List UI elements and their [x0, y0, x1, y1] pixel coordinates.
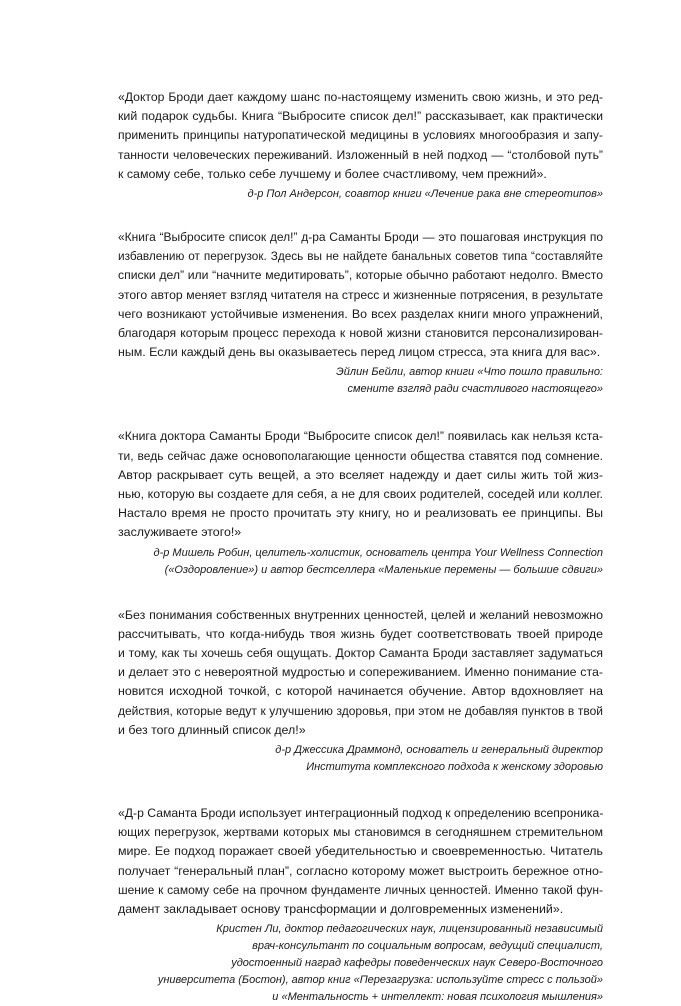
review-author [118, 186, 603, 203]
author-line: д-р Мишель Робин, целитель-холистик, основатель центра Your Wellness Connection [153, 546, 603, 559]
quote-line: чего возникают устойчивые изменения. Во всех разделах книги много упражнений, [118, 306, 603, 321]
quote-line: получает “генеральный план”, согласно которому может выстроить бережное отно- [118, 863, 603, 878]
quote-line: дамент закладывает основу трансформации и долговременных изменений». [118, 902, 564, 917]
quote-line: нью, которую вы создаете для себя, а не для своих родителей, соседей или коллег. [118, 487, 603, 502]
author-line: («Оздоровление») и автор бестселлера «Маленькие перемены — большие сдвиги» [164, 563, 603, 576]
quote-line: мире. Ее подход поражает своей убедительностью и своевременностью. Читатель [118, 844, 603, 859]
quote-line: ти, ведь сейчас даже основополагающие ценности общества ставятся под сомнение. [118, 448, 603, 463]
author-line: Кристен Ли, доктор педагогических наук, лицензированный независимый [216, 923, 603, 936]
review-quote [118, 606, 603, 740]
review-kristen-lee [118, 804, 603, 1006]
quote-line: «Д-р Саманта Броди использует интеграционный подход к определению всепроника- [118, 806, 604, 821]
quote-line: рассчитывать, что когда-нибудь твоя жизнь будет соответствовать твоей природе [118, 626, 603, 641]
quote-line: к самому себе, только себе лучшему и более счастливому, чем прежний». [118, 166, 547, 181]
quote-line: новится исходной точкой, с которой начинается обучение. Автор вдохновляет на [118, 684, 603, 699]
review-michelle-robin [118, 427, 603, 578]
author-line: и «Ментальность + интеллект: новая психология мышления» [272, 991, 603, 1004]
review-author [118, 742, 603, 776]
author-line: Института комплексного подхода к женскому здоровью [306, 761, 603, 774]
quote-line: Автор раскрывает суть вещей, а это вселяет надежду и дает силы жить той жиз- [118, 467, 603, 482]
review-quote [118, 228, 603, 362]
author-line: Эйлин Бейли, автор книги «Что пошло правильно: [336, 366, 603, 379]
quote-line: шение к самому себе на прочном фундаменте личных ценностей. Именно такой фун- [118, 882, 603, 897]
review-author [118, 545, 603, 579]
review-quote [118, 88, 603, 184]
author-line: университета (Бостон), автор книг «Перезагрузка: используйте стресс с пользой» [157, 974, 603, 987]
review-author [118, 921, 603, 1006]
quote-line: «Книга доктора Саманты Броди “Выбросите список дел!” появилась как нельзя кста- [118, 429, 603, 444]
author-line: д-р Пол Андерсон, соавтор книги «Лечение рака вне стереотипов» [247, 188, 603, 201]
quote-line: списки дел” или “начните медитировать”, которые обычно работают недолго. Вместо [118, 268, 603, 283]
quote-line: заслуживаете этого!» [118, 525, 242, 540]
quote-line: танности человеческих переживаний. Изложенный в ней подход — “столбовой путь” [118, 147, 603, 162]
quote-line: применить принципы натуропатической медицины в условиях многообразия и запу- [118, 128, 603, 143]
quote-line: «Без понимания собственных внутренних ценностей, целей и желаний невозможно [118, 607, 603, 622]
quote-line: ным. Если каждый день вы оказываетесь перед лицом стресса, эта книга для вас». [118, 345, 601, 360]
quote-line: «Книга “Выбросите список дел!” д-ра Саманты Броди — это пошаговая инструкция по [118, 230, 603, 245]
author-line: врач-консультант по социальным вопросам, ведущий специалист, [252, 940, 603, 953]
quote-line: «Доктор Броди дает каждому шанс по-настоящему изменить свою жизнь, и это ред- [118, 90, 603, 104]
author-line: удостоенный наград кафедры поведенческих наук Северо-Восточного [231, 957, 603, 970]
author-line: смените взгляд ради счастливого настоящего» [347, 383, 603, 396]
quote-line: кий подарок судьбы. Книга “Выбросите список дел!” рассказывает, как практически [118, 109, 603, 124]
quote-line: действия, которые ведут к улучшению здоровья, при этом не добавляя пунктов в твой [118, 703, 603, 718]
review-quote [118, 427, 603, 542]
endorsements-page [118, 88, 603, 1006]
review-eileen-bailey [118, 228, 603, 398]
quote-line: и без того длинный список дел!» [118, 722, 306, 737]
review-quote [118, 804, 603, 919]
quote-line: ющих перегрузок, жертвами которых мы становимся в сегодняшнем стремительном [118, 825, 603, 840]
review-jessica-drummond [118, 606, 603, 776]
quote-line: и тому, как ты хочешь себя ощущать. Доктор Саманта Броди заставляет задуматься [118, 646, 603, 661]
quote-line: благодаря которым процесс перехода к новой жизни становится персонализирован- [118, 326, 603, 341]
quote-line: этого автор меняет взгляд читателя на стресс и жизненные потрясения, в результате [118, 287, 603, 302]
author-line: д-р Джессика Драммонд, основатель и генеральный директор [275, 744, 603, 757]
quote-line: избавлению от перегрузок. Здесь вы не найдете банальных советов типа “составляйте [118, 249, 603, 264]
review-author [118, 364, 603, 398]
review-paul-anderson [118, 88, 603, 203]
quote-line: и делает это с невероятной мудростью и сопереживанием. Именно понимание ста- [118, 665, 603, 680]
quote-line: Настало время не просто прочитать эту книгу, но и реализовать ее принципы. Вы [118, 506, 603, 521]
